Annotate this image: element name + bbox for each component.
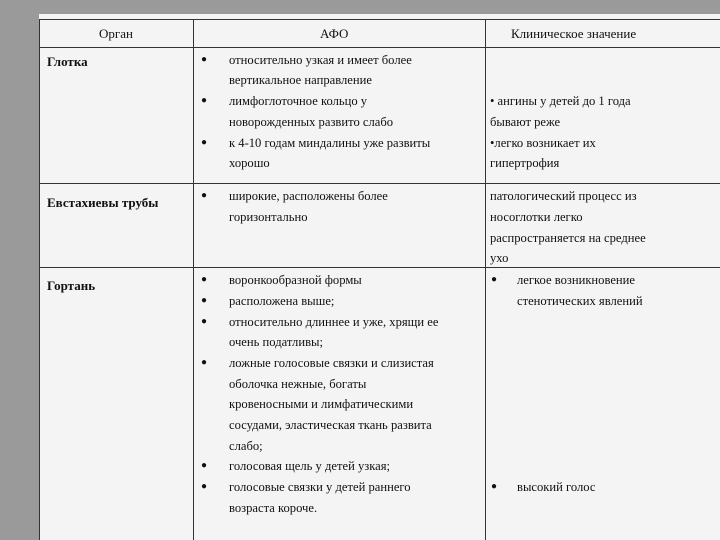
row-divider-1 — [39, 183, 720, 184]
clinical-line: распространяется на среднее — [490, 231, 646, 245]
table-border-left — [39, 19, 40, 540]
row-divider-2 — [39, 267, 720, 268]
clinical-line: •легко возникает их — [490, 136, 596, 150]
bullet-icon: ● — [201, 295, 208, 306]
column-divider-2 — [485, 19, 486, 540]
bullet-icon: ● — [201, 137, 208, 148]
header-afo: АФО — [320, 26, 349, 41]
clinical-line: гипертрофия — [490, 156, 560, 170]
afo-line: воронкообразной формы — [229, 273, 362, 287]
clinical-line: высокий голос — [517, 480, 596, 494]
bullet-icon: ● — [201, 481, 208, 492]
bullet-icon: ● — [201, 316, 208, 327]
table-border-top — [39, 19, 720, 20]
afo-line: горизонтально — [229, 210, 308, 224]
bullet-icon: ● — [491, 481, 498, 492]
organ-eustachian-tubes: Евстахиевы трубы — [47, 195, 159, 210]
afo-line: новорожденных развито слабо — [229, 115, 394, 129]
header-divider — [39, 47, 720, 48]
afo-line: широкие, расположены более — [229, 189, 388, 203]
bullet-icon: ● — [201, 54, 208, 65]
afo-line: к 4-10 годам миндалины уже развиты — [229, 136, 431, 150]
header-clinical: Клиническое значение — [511, 26, 637, 41]
afo-line: вертикальное направление — [229, 73, 372, 87]
afo-line: слабо; — [229, 439, 263, 453]
afo-line: кровеносными и лимфатическими — [229, 397, 414, 411]
bullet-icon: ● — [201, 95, 208, 106]
organ-larynx: Гортань — [47, 278, 96, 293]
document-page — [39, 14, 720, 540]
bullet-icon: ● — [201, 274, 208, 285]
afo-line: голосовые связки у детей раннего — [229, 480, 411, 494]
bullet-icon: ● — [201, 357, 208, 368]
afo-line: относительно узкая и имеет более — [229, 53, 412, 67]
clinical-line: ухо — [490, 251, 509, 265]
afo-line: расположена выше; — [229, 294, 335, 308]
afo-line: относительно длиннее и уже, хрящи ее — [229, 315, 439, 329]
clinical-line: бывают реже — [490, 115, 561, 129]
afo-line: голосовая щель у детей узкая; — [229, 459, 391, 473]
clinical-line: • ангины у детей до 1 года — [490, 94, 631, 108]
clinical-line: легкое возникновение — [517, 273, 636, 287]
afo-line: возраста короче. — [229, 501, 318, 515]
afo-line: очень податливы; — [229, 335, 323, 349]
bullet-icon: ● — [491, 274, 498, 285]
column-divider-1 — [193, 19, 194, 540]
organ-pharynx: Глотка — [47, 54, 88, 69]
afo-line: лимфоглоточное кольцо у — [229, 94, 368, 108]
afo-line: оболочка нежные, богаты — [229, 377, 367, 391]
clinical-line: носоглотки легко — [490, 210, 583, 224]
afo-line: ложные голосовые связки и слизистая — [229, 356, 434, 370]
header-organ: Орган — [99, 26, 133, 41]
clinical-line: патологический процесс из — [490, 189, 637, 203]
afo-line: сосудами, эластическая ткань развита — [229, 418, 432, 432]
clinical-line: стенотических явлений — [517, 294, 643, 308]
bullet-icon: ● — [201, 460, 208, 471]
bullet-icon: ● — [201, 190, 208, 201]
afo-line: хорошо — [229, 156, 270, 170]
